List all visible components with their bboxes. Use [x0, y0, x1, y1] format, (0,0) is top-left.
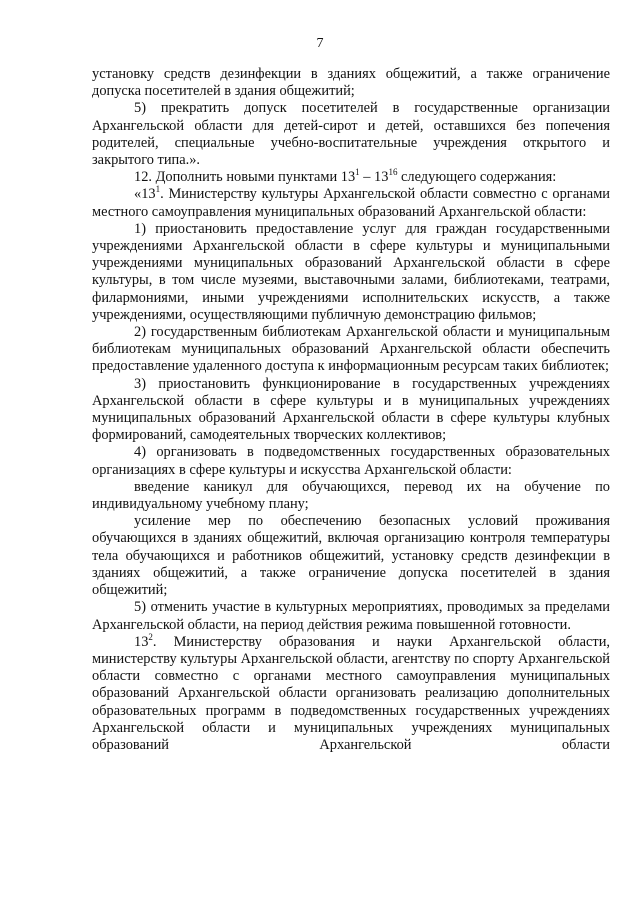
- paragraph-text: – 13: [359, 169, 389, 186]
- paragraph: [92, 169, 610, 186]
- paragraph-text: . Министерству культуры Архангельской области совместно с органами местного самоуправления муниципальных образований Архангельской области:: [92, 186, 610, 220]
- superscript: 1: [155, 184, 161, 195]
- superscript: 2: [148, 631, 153, 642]
- paragraph: [92, 599, 610, 633]
- paragraph: [92, 324, 610, 376]
- paragraph-text: 4) организовать в подведомственных государственных образовательных организациях в сфере культуры и искусства Архангельской области:: [92, 444, 610, 478]
- paragraph-text: введение каникул для обучающихся, перевод их на обучение по индивидуальному учебному плану;: [92, 478, 610, 513]
- paragraph: [92, 221, 610, 324]
- paragraph-text: 1) приостановить предоставление услуг для граждан государственными учреждениями Архангельской области в сфере культуры и муниципальными учреждениями муниципальных образований Архангельской области в сфере культуры, в том числе музеями, выставочными залами, библиотеками, театрами, филармониями, иными учреждениями исполнительских искусств, а также учреждениями, осуществляющими публичную демонстрацию фильмов;: [92, 220, 610, 323]
- superscript: 16: [388, 167, 398, 178]
- paragraph-text: 13: [134, 633, 149, 650]
- paragraph-text: 2) государственным библиотекам Архангельской области и муниципальным библиотекам муниципальных образований Архангельской области обеспечить предоставление удаленного доступа к информационным ресурсам таких библиотек;: [92, 324, 610, 375]
- superscript: 1: [355, 167, 360, 178]
- paragraph: [92, 444, 610, 478]
- paragraph-text: 12. Дополнить новыми пунктами 13: [134, 169, 356, 186]
- paragraph: [92, 66, 610, 100]
- paragraph-text: следующего содержания:: [397, 169, 557, 186]
- paragraph: [92, 513, 610, 599]
- paragraph-text: 5) отменить участие в культурных мероприятиях, проводимых за пределами Архангельской области, на период действия режима повышенной готовности.: [92, 599, 610, 633]
- paragraph: [92, 186, 610, 220]
- paragraph-text: . Министерству образования и науки Архангельской области, министерству культуры Архангельской области, агентству по спорту Архангельской области совместно с органами местного самоуправления муниципальных образований Архангельской области организовать реализацию дополнительных образовательных программ в подведомственных государственных учреждениях Архангельской области и муниципальных учреждениях муниципальных образований Архангельской области: [92, 633, 610, 753]
- page-number: 7: [316, 36, 324, 51]
- paragraph: [92, 376, 610, 445]
- paragraph-text: установку средств дезинфекции в зданиях общежитий, а также ограничение допуска посетителей в здания общежитий;: [92, 66, 610, 100]
- paragraph-text: 3) приостановить функционирование в государственных учреждениях Архангельской области в сфере культуры и в муниципальных учреждениях муниципальных образований Архангельской области в сфере культуры клубных формирований, самодеятельных творческих коллективов;: [92, 375, 610, 444]
- paragraph-text: «13: [134, 186, 156, 203]
- paragraph: [92, 631, 610, 754]
- paragraph-text: усиление мер по обеспечению безопасных условий проживания обучающихся в зданиях общежитий, включая организацию контроля температуры тела обучающихся и работников общежитий, установку средств дезинфекции в зданиях общежитий, а также ограничение допуска посетителей в здания общежитий;: [92, 513, 610, 599]
- paragraph: [92, 479, 610, 513]
- document-body: [92, 66, 610, 754]
- paragraph: [92, 100, 610, 169]
- paragraph-text: 5) прекратить допуск посетителей в государственные организации Архангельской области для детей-сирот и детей, оставшихся без попечения родителей, специальные учебно-воспитательные учреждения открытого и закрытого типа.».: [92, 100, 610, 169]
